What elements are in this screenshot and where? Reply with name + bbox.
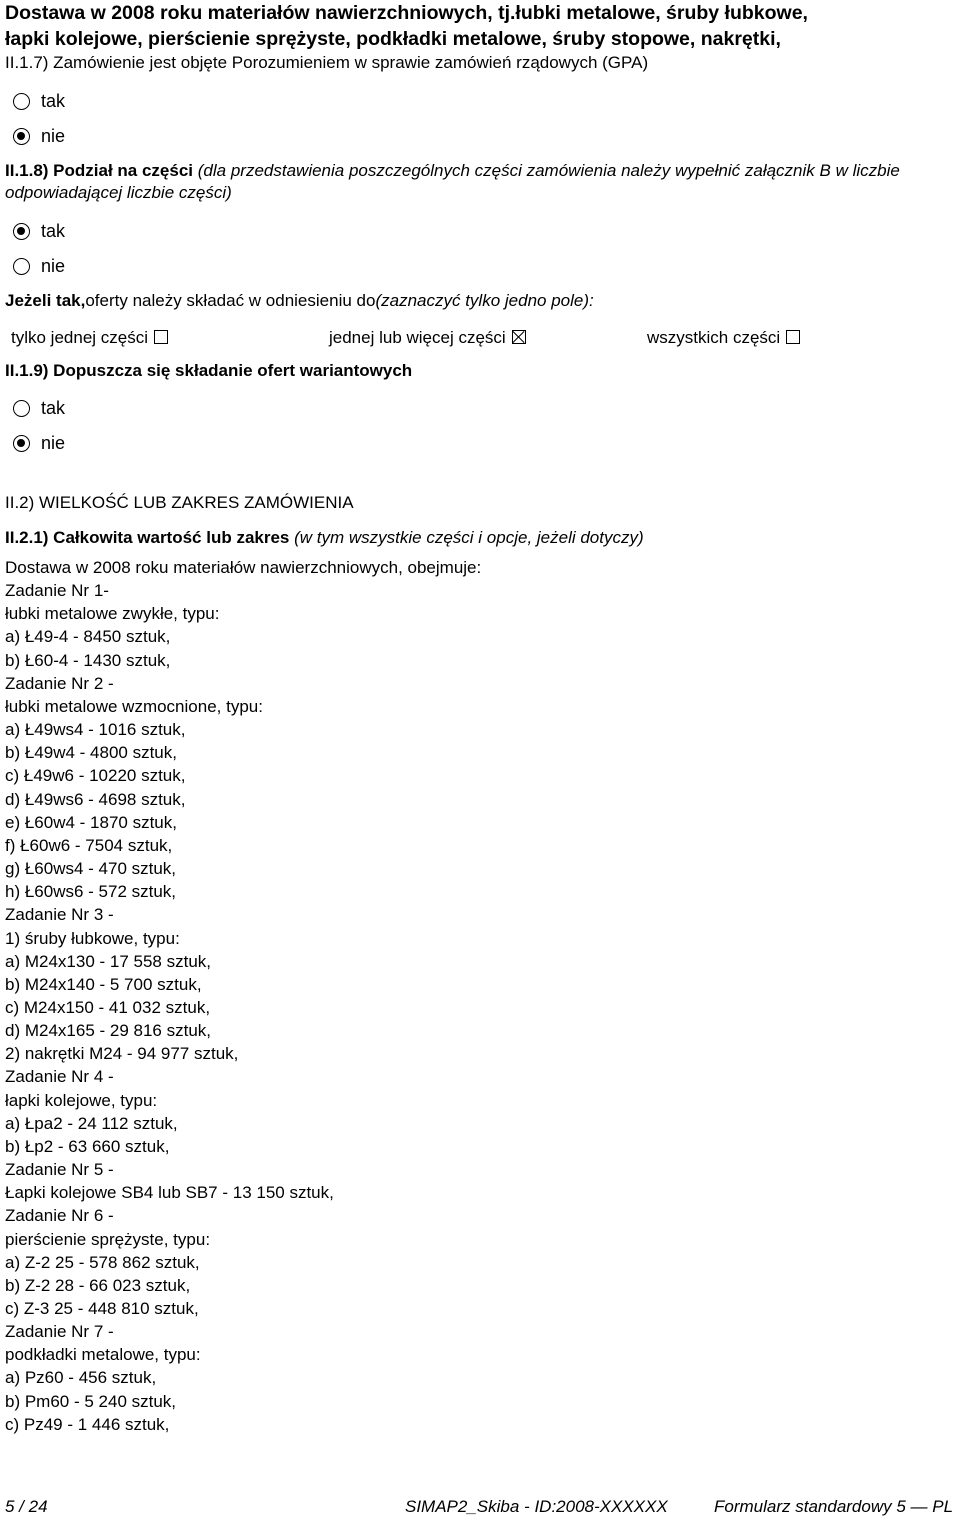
title-line-1: Dostawa w 2008 roku materiałów nawierzchniowych, tj.łubki metalowe, śruby łubkowe, bbox=[5, 2, 808, 24]
choice-all-parts[interactable] bbox=[647, 327, 800, 349]
footer-form-name: Formularz standardowy 5 — PL bbox=[714, 1497, 954, 1516]
parts-option-tak[interactable] bbox=[13, 220, 65, 242]
gpa-option-tak[interactable] bbox=[13, 90, 65, 112]
scope-line: a) Z-2 25 - 578 862 sztuk, bbox=[5, 1252, 200, 1272]
scope-line: Dostawa w 2008 roku materiałów nawierzchniowych, obejmuje: bbox=[5, 558, 482, 577]
parts-option-tak-label: tak bbox=[41, 221, 66, 241]
choice-all-parts-checkbox[interactable] bbox=[786, 330, 800, 344]
scope-line: b) M24x140 - 5 700 sztuk, bbox=[5, 974, 202, 994]
variants-radio-tak[interactable] bbox=[13, 400, 30, 417]
variants-option-tak-label: tak bbox=[41, 398, 66, 418]
scope-line: łapki kolejowe, typu: bbox=[5, 1090, 158, 1110]
scope-line: łubki metalowe wzmocnione, typu: bbox=[5, 696, 263, 716]
scope-line: Zadanie Nr 5 - bbox=[5, 1160, 114, 1180]
scope-description bbox=[5, 556, 481, 1436]
section-ii-1-9-label: II.1.9) Dopuszcza się składanie ofert wariantowych bbox=[5, 361, 413, 380]
section-ii-1-7-heading bbox=[5, 52, 955, 74]
parts-radio-tak[interactable] bbox=[13, 223, 30, 240]
variants-option-nie-label: nie bbox=[41, 433, 66, 453]
section-ii-1-7-label: II.1.7) Zamówienie jest objęte Porozumieniem w sprawie zamówień rządowych (GPA) bbox=[5, 53, 649, 72]
scope-line: g) Ł60ws4 - 470 sztuk, bbox=[5, 859, 177, 879]
scope-line: a) M24x130 - 17 558 sztuk, bbox=[5, 951, 212, 971]
choice-one-part-checkbox[interactable] bbox=[154, 330, 168, 344]
gpa-option-tak-label: tak bbox=[41, 91, 66, 111]
gpa-radio-nie[interactable] bbox=[13, 128, 30, 145]
parts-option-nie[interactable] bbox=[13, 255, 65, 277]
scope-line: podkładki metalowe, typu: bbox=[5, 1345, 201, 1365]
parts-option-nie-label: nie bbox=[41, 256, 66, 276]
scope-line: a) Łpa2 - 24 112 sztuk, bbox=[5, 1113, 178, 1133]
gpa-option-nie[interactable] bbox=[13, 125, 65, 147]
scope-line: b) Pm60 - 5 240 sztuk, bbox=[5, 1391, 177, 1411]
scope-line: Zadanie Nr 3 - bbox=[5, 905, 114, 925]
section-ii-2-label: II.2) WIELKOŚĆ LUB ZAKRES ZAMÓWIENIA bbox=[5, 493, 354, 512]
scope-line: Zadanie Nr 4 - bbox=[5, 1067, 114, 1087]
scope-line: a) Pz60 - 456 sztuk, bbox=[5, 1368, 157, 1388]
scope-line: d) M24x165 - 29 816 sztuk, bbox=[5, 1021, 212, 1041]
variants-radio-nie[interactable] bbox=[13, 435, 30, 452]
section-ii-2-1-label: II.2.1) Całkowita wartość lub zakres bbox=[5, 528, 290, 547]
gpa-radio-tak[interactable] bbox=[13, 93, 30, 110]
scope-line: c) Pz49 - 1 446 sztuk, bbox=[5, 1414, 170, 1434]
variants-option-tak[interactable] bbox=[13, 397, 65, 419]
section-ii-2-1-note: (w tym wszystkie części i opcje, jeżeli dotyczy) bbox=[294, 528, 644, 547]
footer-document-id: SIMAP2_Skiba - ID:2008-XXXXXX bbox=[405, 1497, 668, 1516]
scope-line: b) Z-2 28 - 66 023 sztuk, bbox=[5, 1275, 191, 1295]
section-ii-2-1-heading bbox=[5, 527, 955, 549]
scope-line: łubki metalowe zwykłe, typu: bbox=[5, 604, 220, 624]
document-title bbox=[5, 0, 955, 52]
parts-if-text: oferty należy składać w odniesieniu do bbox=[85, 291, 376, 310]
section-ii-1-9-heading bbox=[5, 360, 955, 382]
scope-line: a) Ł49-4 - 8450 sztuk, bbox=[5, 627, 171, 647]
scope-line: Zadanie Nr 7 - bbox=[5, 1322, 114, 1342]
scope-line: b) Ł49w4 - 4800 sztuk, bbox=[5, 743, 177, 763]
choice-one-part-label: tylko jednej części bbox=[11, 328, 149, 347]
section-ii-2-heading bbox=[5, 492, 955, 514]
title-line-2: łapki kolejowe, pierścienie sprężyste, podkładki metalowe, śruby stopowe, nakrętki, bbox=[5, 28, 781, 50]
parts-radio-nie[interactable] bbox=[13, 258, 30, 275]
scope-line: b) Ł60-4 - 1430 sztuk, bbox=[5, 650, 171, 670]
footer-page-number: 5 / 24 bbox=[5, 1497, 48, 1516]
scope-line: 2) nakrętki M24 - 94 977 sztuk, bbox=[5, 1044, 239, 1064]
scope-line: c) Ł49w6 - 10220 sztuk, bbox=[5, 766, 186, 786]
scope-line: Zadanie Nr 6 - bbox=[5, 1206, 114, 1226]
scope-line: Łapki kolejowe SB4 lub SB7 - 13 150 sztuk, bbox=[5, 1183, 334, 1203]
gpa-option-nie-label: nie bbox=[41, 126, 66, 146]
scope-line: Zadanie Nr 2 - bbox=[5, 673, 114, 693]
scope-line: 1) śruby łubkowe, typu: bbox=[5, 928, 180, 948]
section-ii-1-8-heading bbox=[5, 160, 955, 204]
scope-line: pierścienie sprężyste, typu: bbox=[5, 1229, 211, 1249]
scope-line: d) Ł49ws6 - 4698 sztuk, bbox=[5, 789, 186, 809]
section-ii-1-8-note: (dla przedstawienia poszczególnych części zamówienia należy wypełnić załącznik B w liczbie odpowiadającej liczbie części) bbox=[5, 161, 900, 202]
variants-option-nie[interactable] bbox=[13, 432, 65, 454]
parts-if-label: Jeżeli tak, bbox=[5, 291, 86, 310]
scope-line: c) Z-3 25 - 448 810 sztuk, bbox=[5, 1299, 199, 1318]
choice-one-or-more-parts[interactable] bbox=[329, 327, 526, 349]
parts-instruction bbox=[5, 290, 955, 312]
scope-line: h) Ł60ws6 - 572 sztuk, bbox=[5, 882, 177, 902]
choice-one-part[interactable] bbox=[11, 327, 168, 349]
choice-all-parts-label: wszystkich części bbox=[647, 328, 781, 347]
section-ii-1-8-label: II.1.8) Podział na części bbox=[5, 161, 194, 180]
choice-one-or-more-label: jednej lub więcej części bbox=[329, 328, 506, 347]
scope-line: c) M24x150 - 41 032 sztuk, bbox=[5, 997, 211, 1017]
scope-line: e) Ł60w4 - 1870 sztuk, bbox=[5, 812, 177, 832]
parts-if-note: (zaznaczyć tylko jedno pole): bbox=[375, 291, 594, 310]
scope-line: Zadanie Nr 1- bbox=[5, 581, 109, 601]
scope-line: f) Ł60w6 - 7504 sztuk, bbox=[5, 835, 173, 855]
scope-line: a) Ł49ws4 - 1016 sztuk, bbox=[5, 720, 186, 740]
scope-line: b) Łp2 - 63 660 sztuk, bbox=[5, 1136, 170, 1156]
choice-one-or-more-checkbox[interactable] bbox=[512, 330, 526, 344]
